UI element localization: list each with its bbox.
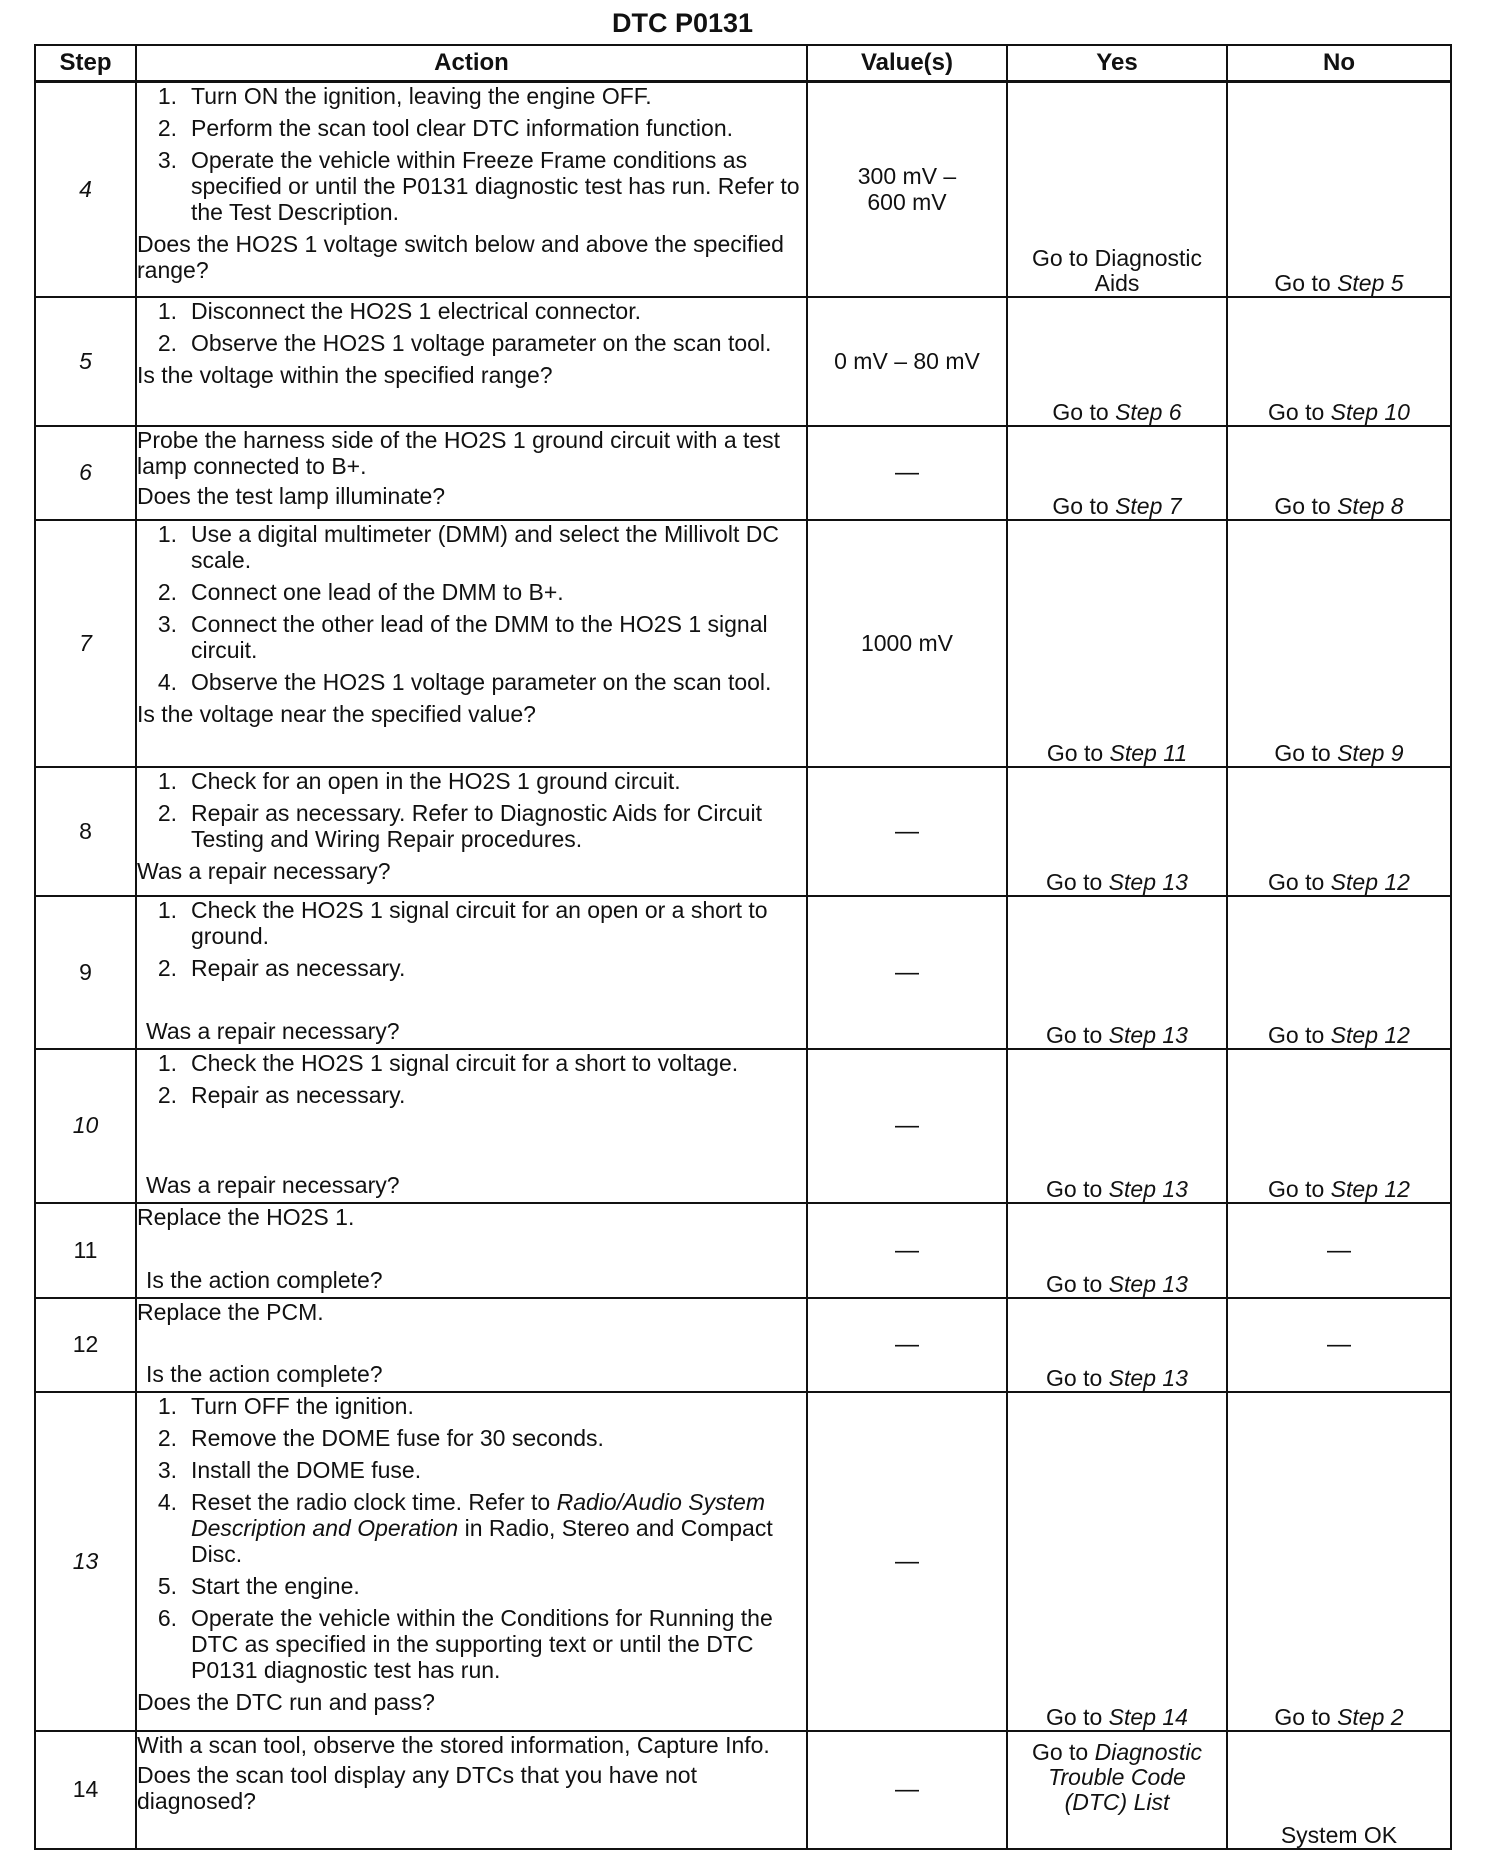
yes-text: Go to Diagnostic Aids — [1031, 244, 1203, 296]
item-number: 1. — [157, 1049, 177, 1076]
value-cell — [807, 896, 1007, 1049]
no-step-ref: Step 12 — [1330, 868, 1410, 895]
list-item — [137, 579, 806, 605]
list-item — [137, 1605, 806, 1683]
item-number: 1. — [157, 767, 177, 794]
yes-cell — [1007, 1731, 1227, 1849]
item-number: 1. — [157, 297, 177, 324]
value-text: — — [895, 459, 919, 486]
item-text: Operate the vehicle within the Conditions for Running the DTC as specified in the supporting text or until the DTC P0131 diagnostic test has run. — [191, 1604, 773, 1683]
list-item — [137, 1393, 806, 1419]
value-text: — — [895, 958, 919, 986]
action-cell — [136, 896, 807, 1049]
no-step-ref: Step 12 — [1330, 1021, 1410, 1048]
item-text-a: Reset the radio clock time. Refer to — [191, 1488, 551, 1515]
list-item — [137, 768, 806, 794]
yes-prefix: Go to — [1046, 1021, 1103, 1048]
step-number: 12 — [35, 1298, 136, 1392]
item-text: Check the HO2S 1 signal circuit for an open or a short to ground. — [191, 896, 768, 949]
item-number: 2. — [157, 799, 177, 826]
item-text: Repair as necessary. Refer to Diagnostic Aids for Circuit Testing and Wiring Repair procedures. — [191, 799, 762, 852]
item-text — [191, 1489, 806, 1567]
no-cell — [1227, 1203, 1451, 1298]
item-text: Perform the scan tool clear DTC information function. — [191, 115, 734, 141]
action-list — [137, 298, 806, 356]
value-cell — [807, 426, 1007, 520]
list-item — [137, 1489, 806, 1567]
yes-prefix: Go to — [1046, 739, 1104, 766]
yes-prefix: Go to — [1031, 1738, 1089, 1765]
action-list — [137, 897, 806, 981]
no-prefix: Go to — [1274, 492, 1331, 519]
no-cell — [1227, 767, 1451, 896]
question: Is the voltage within the specified range? — [137, 361, 553, 388]
list-item — [137, 330, 806, 356]
question: Is the action complete? — [146, 1360, 383, 1387]
yes-prefix: Go to — [1046, 1703, 1103, 1730]
step-number: 4 — [35, 82, 136, 297]
page-title: DTC P0131 — [611, 8, 754, 38]
value-cell: 0 mV – 80 mV — [807, 297, 1007, 426]
yes-prefix: Go to — [1052, 398, 1109, 425]
item-text-em: Radio/Audio System Description and Operation — [191, 1488, 765, 1541]
item-number: 3. — [157, 147, 177, 173]
yes-cell — [1007, 82, 1227, 297]
table-row — [35, 82, 1451, 297]
no-prefix: Go to — [1274, 269, 1331, 296]
value-cell — [807, 767, 1007, 896]
table-row — [35, 1049, 1451, 1203]
action-list — [137, 768, 806, 852]
table-row — [35, 1298, 1451, 1392]
action-list — [137, 1393, 806, 1683]
action-text: With a scan tool, observe the stored information, Capture Info. — [137, 1731, 770, 1758]
header-values: Value(s) — [807, 45, 1007, 82]
yes-step-ref: Step 11 — [1109, 739, 1188, 766]
action-text: Replace the HO2S 1. — [137, 1203, 355, 1230]
value-cell — [807, 1731, 1007, 1849]
yes-cell — [1007, 297, 1227, 426]
action-cell — [136, 1203, 807, 1298]
action-cell — [136, 82, 807, 297]
item-text: Install the DOME fuse. — [191, 1456, 422, 1483]
header-step: Step — [35, 45, 136, 82]
item-number: 5. — [157, 1572, 177, 1599]
action-list — [137, 1050, 806, 1108]
table-row — [35, 297, 1451, 426]
no-step-ref: Step 2 — [1337, 1703, 1404, 1730]
no-text: System OK — [1280, 1821, 1398, 1848]
no-step-ref: Step 8 — [1337, 492, 1404, 519]
item-number: 4. — [157, 1488, 177, 1515]
question: Does the DTC run and pass? — [137, 1688, 435, 1715]
item-text: Repair as necessary. — [191, 1081, 406, 1108]
no-text: — — [1327, 1331, 1351, 1358]
item-number: 6. — [157, 1604, 177, 1631]
action-cell — [136, 297, 807, 426]
value-cell — [807, 1392, 1007, 1731]
item-text: Remove the DOME fuse for 30 seconds. — [191, 1424, 604, 1451]
yes-step-ref: Step 14 — [1108, 1703, 1188, 1730]
diagnostic-table — [34, 44, 1452, 1850]
item-text: Use a digital multimeter (DMM) and select the Millivolt DC scale. — [191, 520, 779, 573]
item-text: Disconnect the HO2S 1 electrical connector. — [191, 297, 642, 324]
step-number: 13 — [35, 1392, 136, 1731]
question: Does the scan tool display any DTCs that you have not diagnosed? — [137, 1761, 697, 1814]
value-text: — — [895, 1331, 919, 1358]
yes-prefix: Go to — [1046, 1270, 1103, 1297]
header-no: No — [1227, 45, 1451, 82]
table-row — [35, 1392, 1451, 1731]
value-text: — — [895, 1547, 919, 1575]
item-text-b: in Radio, Stereo and Compact Disc. — [191, 1514, 773, 1567]
value-cell — [807, 82, 1007, 297]
item-number: 3. — [157, 1456, 177, 1483]
yes-step-ref: Step 13 — [1108, 1021, 1188, 1048]
yes-prefix: Go to — [1046, 1175, 1103, 1202]
item-text: Turn ON the ignition, leaving the engine OFF. — [191, 83, 652, 109]
item-number: 2. — [157, 954, 177, 981]
no-cell — [1227, 1298, 1451, 1392]
yes-step-ref: Step 13 — [1108, 1364, 1188, 1391]
yes-step-ref: Step 13 — [1108, 1175, 1188, 1202]
yes-prefix: Go to — [1052, 492, 1109, 519]
table-row — [35, 1203, 1451, 1298]
no-prefix: Go to — [1268, 868, 1325, 895]
list-item — [137, 1425, 806, 1451]
item-text: Check the HO2S 1 signal circuit for a short to voltage. — [191, 1049, 739, 1076]
item-number: 2. — [157, 329, 177, 356]
action-list — [137, 83, 806, 225]
item-text: Observe the HO2S 1 voltage parameter on the scan tool. — [191, 329, 772, 356]
action-cell — [136, 1731, 807, 1849]
no-prefix: Go to — [1268, 398, 1325, 425]
list-item — [137, 611, 806, 663]
no-text: — — [1327, 1236, 1351, 1264]
no-cell — [1227, 896, 1451, 1049]
yes-step-ref: Step 6 — [1115, 398, 1182, 425]
no-cell — [1227, 297, 1451, 426]
item-number: 1. — [157, 520, 177, 547]
item-text: Start the engine. — [191, 1572, 360, 1599]
question: Was a repair necessary? — [137, 857, 391, 884]
value-text: — — [895, 1236, 919, 1264]
list-item — [137, 298, 806, 324]
list-item — [137, 897, 806, 949]
yes-cell — [1007, 1392, 1227, 1731]
no-cell — [1227, 1392, 1451, 1731]
question: Does the HO2S 1 voltage switch below and above the specified range? — [137, 231, 784, 283]
no-cell — [1227, 82, 1451, 297]
yes-step-ref: Step 13 — [1108, 868, 1188, 895]
question: Does the test lamp illuminate? — [137, 482, 446, 509]
item-number: 1. — [157, 896, 177, 923]
yes-step-ref: Step 13 — [1108, 1270, 1188, 1297]
list-item — [137, 1457, 806, 1483]
list-item — [137, 800, 806, 852]
yes-step-ref: Step 7 — [1115, 492, 1182, 519]
yes-step-ref: Diagnostic Trouble Code (DTC) List — [1048, 1738, 1203, 1815]
no-step-ref: Step 10 — [1330, 398, 1410, 425]
step-number: 7 — [35, 520, 136, 767]
no-step-ref: Step 9 — [1337, 739, 1404, 766]
action-list — [137, 521, 806, 695]
yes-cell — [1007, 520, 1227, 767]
yes-cell — [1007, 1049, 1227, 1203]
step-number: 14 — [35, 1731, 136, 1849]
step-number: 5 — [35, 297, 136, 426]
item-text: Connect the other lead of the DMM to the HO2S 1 signal circuit. — [191, 610, 768, 663]
value-cell — [807, 1049, 1007, 1203]
table-row — [35, 426, 1451, 520]
step-number: 10 — [35, 1049, 136, 1203]
action-cell — [136, 520, 807, 767]
header-row — [35, 45, 1451, 82]
header-action: Action — [136, 45, 807, 82]
list-item — [137, 955, 806, 981]
action-text: Probe the harness side of the HO2S 1 ground circuit with a test lamp connected to B+. — [137, 426, 781, 479]
item-number: 4. — [157, 668, 177, 695]
yes-text — [1022, 1740, 1212, 1815]
yes-prefix: Go to — [1046, 1364, 1103, 1391]
list-item — [137, 521, 806, 573]
value-cell — [807, 1298, 1007, 1392]
list-item — [137, 1050, 806, 1076]
header-yes: Yes — [1007, 45, 1227, 82]
yes-cell — [1007, 426, 1227, 520]
value-text: — — [895, 1776, 919, 1803]
no-step-ref: Step 5 — [1337, 269, 1404, 296]
list-item — [137, 115, 806, 141]
no-cell — [1227, 426, 1451, 520]
question: Was a repair necessary? — [146, 1017, 400, 1044]
item-text: Turn OFF the ignition. — [191, 1392, 414, 1419]
question: Is the voltage near the specified value? — [137, 700, 536, 727]
action-cell — [136, 1049, 807, 1203]
list-item — [137, 83, 806, 109]
question: Was a repair necessary? — [146, 1171, 400, 1198]
yes-cell — [1007, 1203, 1227, 1298]
item-number: 3. — [157, 610, 177, 637]
action-cell — [136, 1298, 807, 1392]
item-number: 2. — [157, 115, 177, 141]
value-text: 300 mV – 600 mV — [857, 163, 957, 216]
step-number: 6 — [35, 426, 136, 520]
value-cell — [807, 1203, 1007, 1298]
item-text: Connect one lead of the DMM to B+. — [191, 578, 564, 605]
value-text: — — [895, 817, 919, 845]
list-item — [137, 669, 806, 695]
no-step-ref: Step 12 — [1330, 1175, 1410, 1202]
no-prefix: Go to — [1268, 1175, 1325, 1202]
step-number: 9 — [35, 896, 136, 1049]
item-number: 2. — [157, 1424, 177, 1451]
yes-prefix: Go to — [1046, 868, 1103, 895]
action-cell — [136, 426, 807, 520]
no-prefix: Go to — [1274, 1703, 1331, 1730]
no-cell — [1227, 520, 1451, 767]
no-prefix: Go to — [1274, 739, 1331, 766]
step-number: 11 — [35, 1203, 136, 1298]
action-cell — [136, 1392, 807, 1731]
item-number: 1. — [157, 83, 177, 109]
table-row — [35, 767, 1451, 896]
item-number: 2. — [157, 578, 177, 605]
step-number: 8 — [35, 767, 136, 896]
list-item — [137, 147, 806, 225]
item-text: Observe the HO2S 1 voltage parameter on the scan tool. — [191, 668, 772, 695]
item-text: Check for an open in the HO2S 1 ground circuit. — [191, 767, 681, 794]
value-cell: 1000 mV — [807, 520, 1007, 767]
no-cell — [1227, 1731, 1451, 1849]
action-cell — [136, 767, 807, 896]
item-text: Operate the vehicle within Freeze Frame conditions as specified or until the P0131 diagnostic test has run. Refer to the Test Description. — [191, 147, 800, 225]
item-text: Repair as necessary. — [191, 954, 406, 981]
list-item — [137, 1573, 806, 1599]
no-prefix: Go to — [1268, 1021, 1325, 1048]
item-number: 2. — [157, 1081, 177, 1108]
question: Is the action complete? — [146, 1266, 383, 1293]
table-row — [35, 896, 1451, 1049]
list-item — [137, 1082, 806, 1108]
action-text: Replace the PCM. — [137, 1298, 324, 1325]
yes-cell — [1007, 1298, 1227, 1392]
item-number: 1. — [157, 1392, 177, 1419]
table-row — [35, 1731, 1451, 1849]
value-text: — — [895, 1112, 919, 1139]
no-cell — [1227, 1049, 1451, 1203]
yes-cell — [1007, 896, 1227, 1049]
table-row — [35, 520, 1451, 767]
yes-cell — [1007, 767, 1227, 896]
